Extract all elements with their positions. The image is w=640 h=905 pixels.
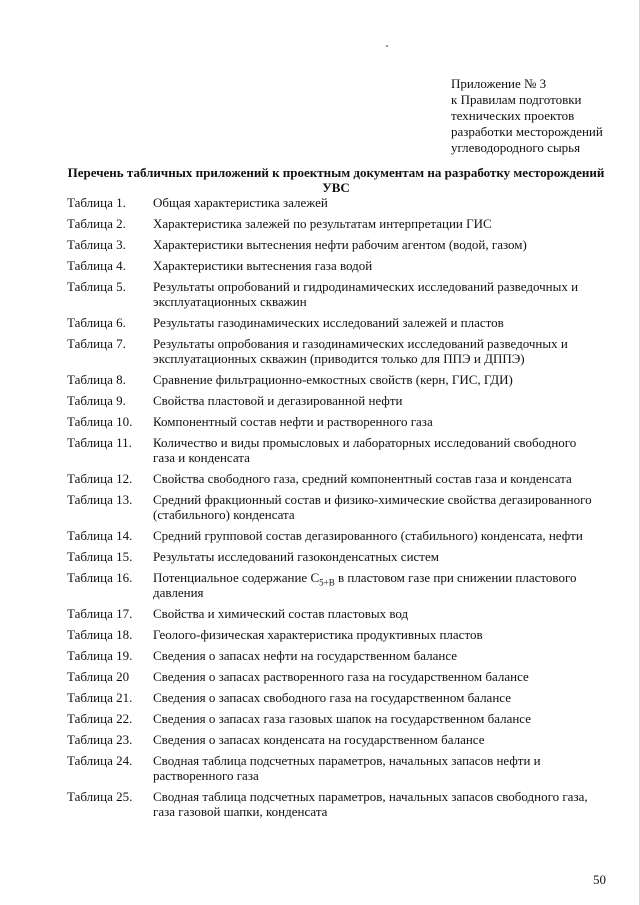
table-number: Таблица 1. <box>67 195 126 210</box>
table-list-item <box>67 528 597 543</box>
table-list-item <box>67 648 597 663</box>
appendix-line: углеводородного сырья <box>451 140 581 155</box>
table-description: Сводная таблица подсчетных параметров, начальных запасов нефти и растворенного газа <box>153 753 541 783</box>
table-description: Свойства пластовой и дегазированной нефти <box>153 393 403 408</box>
appendix-line: к Правилам подготовки <box>451 92 582 107</box>
table-list-item <box>67 216 597 231</box>
table-number: Таблица 16. <box>67 570 133 585</box>
table-number: Таблица 7. <box>67 336 126 351</box>
table-description: Сравнение фильтрационно-емкостных свойств (керн, ГИС, ГДИ) <box>153 372 513 387</box>
table-description: Компонентный состав нефти и растворенного газа <box>153 414 433 429</box>
table-number: Таблица 21. <box>67 690 133 705</box>
table-number: Таблица 18. <box>67 627 133 642</box>
table-description: Сведения о запасах свободного газа на государственном балансе <box>153 690 511 705</box>
table-number: Таблица 25. <box>67 789 133 804</box>
table-list-item <box>67 690 597 705</box>
table-description: Свойства и химический состав пластовых вод <box>153 606 409 621</box>
appendix-line: Приложение № 3 <box>451 76 547 91</box>
table-description: Сведения о запасах растворенного газа на государственном балансе <box>153 669 529 684</box>
table-description-part: Потенциальное содержание С <box>153 570 320 585</box>
table-number: Таблица 24. <box>67 753 133 768</box>
table-list-item <box>67 789 597 819</box>
table-list-item <box>67 315 597 330</box>
table-description: Средний фракционный состав и физико-химические свойства дегазированного (стабильного) конденсата <box>153 492 592 522</box>
table-list-item <box>67 414 597 429</box>
table-list-item <box>67 471 597 486</box>
table-list-item <box>67 258 597 273</box>
table-list-item <box>67 372 597 387</box>
table-description <box>153 570 597 600</box>
table-number: Таблица 10. <box>67 414 133 429</box>
table-number: Таблица 13. <box>67 492 133 507</box>
table-description: Свойства свободного газа, средний компонентный состав газа и конденсата <box>153 471 572 486</box>
document-title <box>56 165 616 195</box>
table-number: Таблица 9. <box>67 393 126 408</box>
table-list-item <box>67 627 597 642</box>
table-number: Таблица 5. <box>67 279 126 294</box>
table-number: Таблица 12. <box>67 471 133 486</box>
table-description: Результаты опробования и газодинамических исследований разведочных и эксплуатационных скважин (приводится только для ППЭ и ДППЭ) <box>153 336 568 366</box>
table-list-item <box>67 570 597 600</box>
table-description: Характеристики вытеснения газа водой <box>153 258 373 273</box>
table-list-item <box>67 336 597 366</box>
table-description: Количество и виды промысловых и лабораторных исследований свободного газа и конденсата <box>153 435 577 465</box>
table-description-subscript: 5+В <box>319 577 335 588</box>
appendix-header <box>451 76 621 156</box>
appendix-line: технических проектов <box>451 108 575 123</box>
table-number: Таблица 4. <box>67 258 126 273</box>
page-number: 50 <box>593 872 606 887</box>
table-list-item <box>67 237 597 252</box>
table-number: Таблица 20 <box>67 669 130 684</box>
table-list-item <box>67 732 597 747</box>
table-number: Таблица 14. <box>67 528 133 543</box>
table-number: Таблица 8. <box>67 372 126 387</box>
table-number: Таблица 22. <box>67 711 133 726</box>
appendix-line: разработки месторождений <box>451 124 603 139</box>
table-description: Характеристика залежей по результатам интерпретации ГИС <box>153 216 492 231</box>
table-list-item <box>67 393 597 408</box>
table-list-item <box>67 711 597 726</box>
table-number: Таблица 15. <box>67 549 133 564</box>
table-list-item <box>67 195 597 210</box>
table-number: Таблица 23. <box>67 732 133 747</box>
table-description: Результаты опробований и гидродинамических исследований разведочных и эксплуатационных скважин <box>153 279 579 309</box>
table-number: Таблица 11. <box>67 435 132 450</box>
table-list-item <box>67 279 597 309</box>
table-list-item <box>67 669 597 684</box>
table-number: Таблица 17. <box>67 606 133 621</box>
table-description: Сведения о запасах нефти на государственном балансе <box>153 648 458 663</box>
title-line-2: УВС <box>322 180 350 195</box>
table-description: Характеристики вытеснения нефти рабочим агентом (водой, газом) <box>153 237 527 252</box>
table-description: Геолого-физическая характеристика продуктивных пластов <box>153 627 483 642</box>
table-description: Сводная таблица подсчетных параметров, начальных запасов свободного газа, газа газовой шапки, конденсата <box>153 789 588 819</box>
table-description: Средний групповой состав дегазированного (стабильного) конденсата, нефти <box>153 528 583 543</box>
table-number: Таблица 6. <box>67 315 126 330</box>
title-line-1: Перечень табличных приложений к проектным документам на разработку месторождений <box>67 165 605 180</box>
table-description: Результаты исследований газоконденсатных систем <box>153 549 439 564</box>
table-list-item <box>67 549 597 564</box>
table-number: Таблица 19. <box>67 648 133 663</box>
scan-speck <box>386 45 388 47</box>
table-description: Общая характеристика залежей <box>153 195 328 210</box>
table-number: Таблица 2. <box>67 216 126 231</box>
table-list <box>67 195 597 825</box>
table-description: Сведения о запасах конденсата на государственном балансе <box>153 732 485 747</box>
table-list-item <box>67 753 597 783</box>
table-list-item <box>67 606 597 621</box>
table-list-item <box>67 435 597 465</box>
table-description: Сведения о запасах газа газовых шапок на государственном балансе <box>153 711 532 726</box>
table-description: Результаты газодинамических исследований залежей и пластов <box>153 315 504 330</box>
table-list-item <box>67 492 597 522</box>
table-description-part: в пластовом газе при снижении пластового давления <box>153 570 577 600</box>
table-number: Таблица 3. <box>67 237 126 252</box>
